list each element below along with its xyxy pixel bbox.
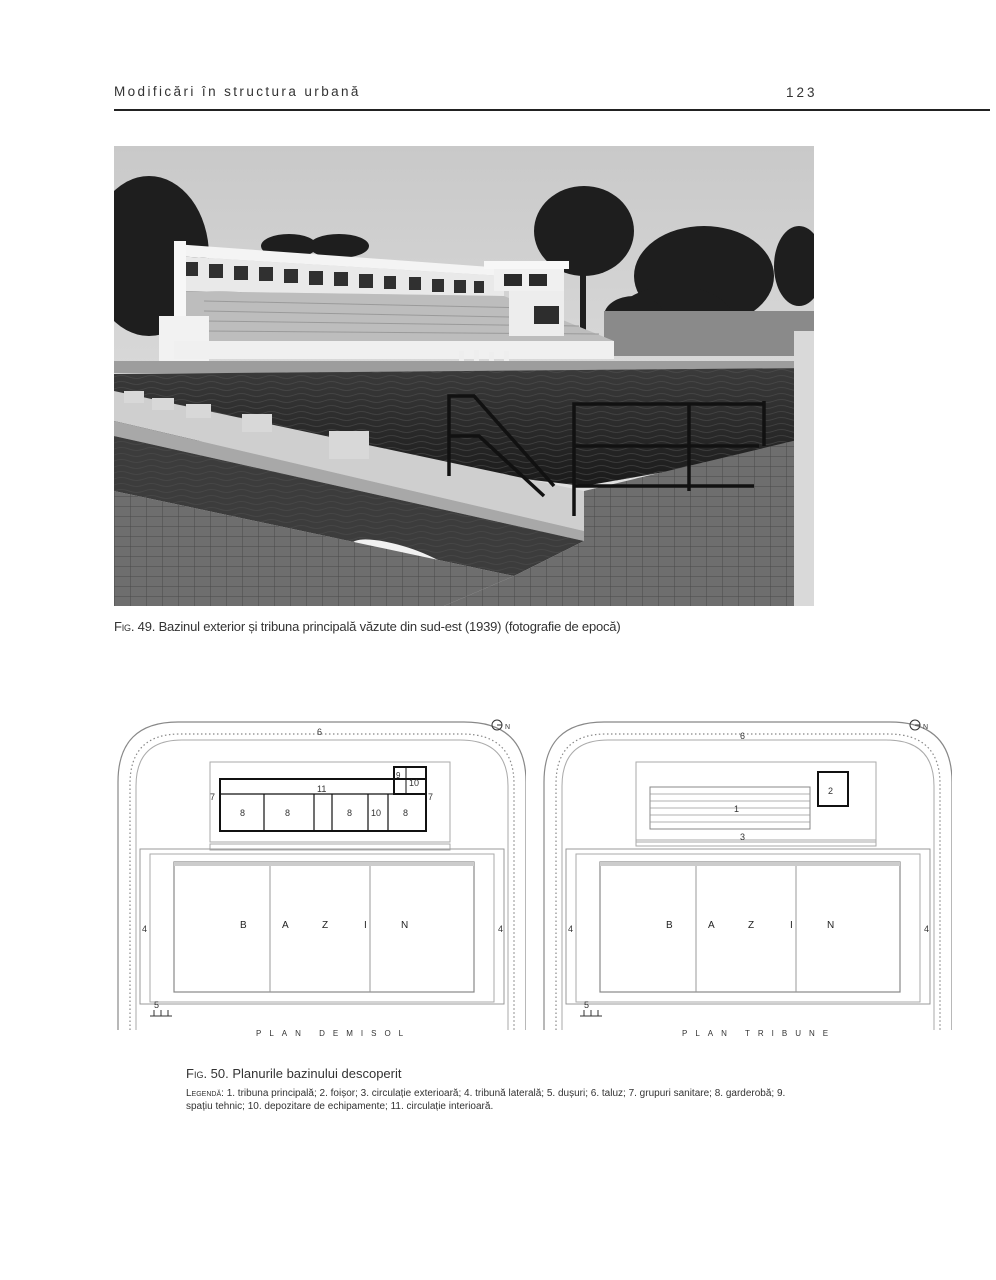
svg-text:A: A — [708, 920, 715, 931]
room-10a: 10 — [371, 808, 382, 818]
label-wc-right: 7 — [428, 792, 434, 802]
svg-text:I: I — [790, 920, 793, 931]
label-circulation: 11 — [317, 784, 327, 794]
plan-tribune — [540, 712, 952, 1030]
plan-tribune-title: PLAN TRIBUNE — [682, 1029, 837, 1038]
legend-label: Legendă: — [186, 1088, 224, 1099]
figure-50-legend — [186, 1087, 786, 1113]
pool-label — [666, 920, 834, 931]
label-tribune: 1 — [734, 804, 740, 814]
figure-50-label: Fig. 50. — [186, 1066, 229, 1081]
label-taluz: 6 — [740, 731, 746, 741]
svg-text:I: I — [364, 920, 367, 931]
label-taluz: 6 — [317, 727, 323, 737]
figure-50-text: Planurile bazinului descoperit — [232, 1066, 402, 1081]
header-rule — [114, 109, 990, 111]
label-lateral-right: 4 — [924, 924, 930, 934]
room-8a: 8 — [240, 808, 246, 818]
svg-text:N: N — [505, 724, 511, 731]
page-number: 123 — [786, 85, 818, 100]
svg-text:B: B — [240, 920, 247, 931]
figure-50-caption — [186, 1066, 401, 1081]
label-store: 10 — [409, 778, 420, 788]
pool-photograph — [114, 146, 814, 606]
room-8c: 8 — [347, 808, 353, 818]
figure-49-label: Fig. 49. — [114, 619, 156, 634]
label-wc-left: 7 — [210, 792, 216, 802]
label-tech: 9 — [396, 771, 401, 780]
svg-text:N: N — [923, 724, 929, 731]
label-circ-ext: 3 — [740, 832, 746, 842]
svg-text:B: B — [666, 920, 673, 931]
svg-text:N: N — [827, 920, 835, 931]
label-foisor: 2 — [828, 786, 834, 796]
room-8d: 8 — [403, 808, 409, 818]
label-lateral-left: 4 — [568, 924, 574, 934]
plan-demisol — [114, 712, 526, 1030]
label-showers: 5 — [154, 1000, 160, 1010]
svg-text:Z: Z — [748, 920, 755, 931]
svg-text:N: N — [401, 920, 409, 931]
north-arrow-icon — [910, 720, 928, 731]
room-8b: 8 — [285, 808, 291, 818]
label-showers: 5 — [584, 1000, 590, 1010]
figure-49-text: Bazinul exterior și tribuna principală văzute din sud-est (1939) (fotografie de epocă) — [158, 619, 621, 634]
label-lateral-right: 4 — [498, 924, 504, 934]
svg-text:A: A — [282, 920, 289, 931]
plan-demisol-title: PLAN DEMISOL — [256, 1029, 412, 1038]
pool-label — [240, 920, 408, 931]
running-title: Modificări în structura urbană — [114, 84, 361, 99]
label-lateral-left: 4 — [142, 924, 148, 934]
figure-49-caption — [114, 619, 620, 634]
legend-text: 1. tribuna principală; 2. foișor; 3. circulație exterioară; 4. tribună laterală; 5. dușuri; 6. taluz; 7. grupuri sanitare; 8. garderobă; 9. spațiu tehnic; 10. depozitare de echipamente; 11. circulație interioară. — [186, 1088, 786, 1112]
svg-text:Z: Z — [322, 920, 329, 931]
